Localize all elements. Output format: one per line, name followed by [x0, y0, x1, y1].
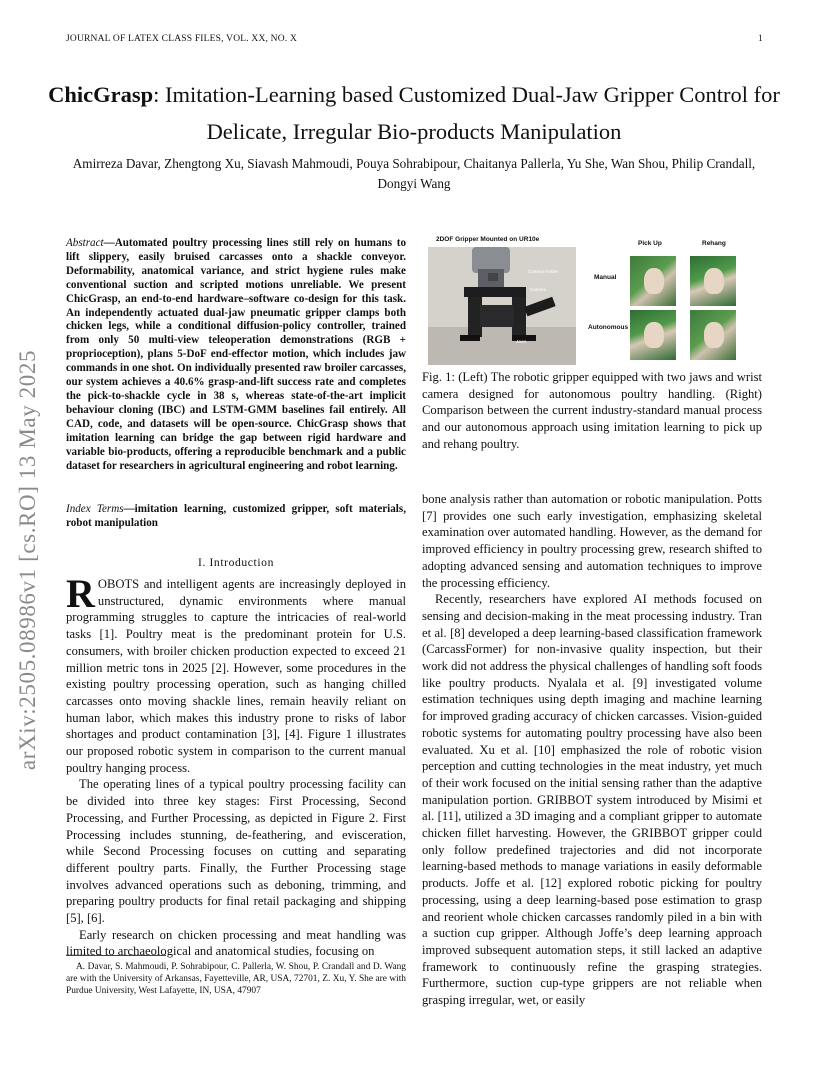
carcass-shape: [704, 322, 724, 348]
running-header: JOURNAL OF LATEX CLASS FILES, VOL. XX, NO. X: [66, 34, 298, 44]
carcass-shape: [704, 268, 724, 294]
index-terms: [66, 503, 406, 531]
index-terms-label: Index Terms: [66, 503, 124, 515]
abstract: [66, 237, 406, 473]
carcass-shape: [644, 268, 664, 294]
autonomous-rehang-photo: [690, 310, 736, 360]
arxiv-stamp: [10, 340, 46, 780]
footnote-rule: [66, 955, 166, 956]
pick-up-label: Pick Up: [638, 240, 662, 247]
drop-cap: R: [66, 571, 95, 616]
intro-paragraph-3: Early research on chicken processing and meat handling was limited to archaeological and anatomical studies, focusing on: [66, 927, 406, 959]
index-terms-text: —imitation learning, customized gripper, soft materials, robot manipulation: [66, 503, 406, 529]
page-number: 1: [758, 34, 763, 44]
manual-label: Manual: [594, 274, 617, 281]
intro-right-paragraph-1: bone analysis rather than automation or robotic manipulation. Potts [7] provides one such early investigation, emphasizing skeletal examination over automated handling. However, as the demand for improved efficiency in poultry processing grew, research shifted to adopting advanced sensing and automation techniques to improve the processing efficiency.: [422, 492, 762, 590]
abstract-label: Abstract: [66, 237, 104, 249]
section-heading: I. Introduction: [198, 556, 274, 569]
jaws-label: Jaws: [516, 339, 527, 344]
affiliation-footnote: A. Davar, S. Mahmoudi, P. Sohrabipour, C. Pallerla, W. Shou, P. Crandall and D. Wang are with the University of Arkansas, Fayetteville, AR, USA, 72701, Z. Xu, Y. She are with Purdue University, West Lafayette, IN, USA, 47907: [66, 962, 406, 996]
intro-paragraph-1-text: OBOTS and intelligent agents are increasingly deployed in unstructured, dynamic environments where manual programming struggles to capture the intricacies of real-world tasks [1]. Poultry meat is the predominant protein for U.S. consumers, with broiler chicken production expected to exceed 21 million metric tons in 2025 [2]. However, some procedures in the existing poultry processing operation, such as hanging chilled carcasses onto moving shackle lines, remain heavily reliant on human labor, which makes this industry prone to risks of labor shortages and product contamination [3], [4]. Figure 1 illustrates our proposed robotic system in comparison to the current manual poultry hanging process.: [66, 577, 406, 775]
manual-rehang-photo: [690, 256, 736, 306]
author-list: Amirreza Davar, Zhengtong Xu, Siavash Mahmoudi, Pouya Sohrabipour, Chaitanya Pallerla, Yu She, Wan Shou, Philip Crandall, Dongyi Wang: [72, 156, 756, 191]
figure-left-title: 2DOF Gripper Mounted on UR10e: [436, 236, 540, 243]
camera-label: Camera: [530, 287, 547, 292]
autonomous-label: Autonomous: [588, 324, 629, 331]
figure-1: [424, 234, 764, 366]
intro-left-column: [66, 571, 406, 960]
arxiv-stamp-text: arXiv:2505.08986v1 [cs.RO] 13 May 2025: [15, 349, 40, 771]
intro-right-paragraph-2: Recently, researchers have explored AI methods focused on sensing and decision-making in the meat processing industry. Tran et al. [8] developed a deep learning-based classification framework (CarcassFormer) for non-invasive quality inspection, but their work did not address the physical challenges of handling soft foods like poultry products. Nyalala et al. [9] investigated volume estimation techniques using depth imaging and machine learning for improved grading accuracy of chicken carcasses. Vision-guided robotic systems for automating poultry processing have also been evaluated. Xu et al. [10] emphasized the role of robotic vision perception and cutting technologies in the meat industry, yet much of their work focused on the initial sensing rather than the adaptive manipulation portion. GRIBBOT system introduced by Misimi et al. [11], utilized a 3D imaging and a compliant gripper to automate chicken fillet harvesting. However, the GRIBBOT gripper could only follow predefined trajectories and did not incorporate learning-based methods to manage variations in easily deformable products. Joffe et al. [12] explored robotic picking for poultry processing, using a deep learning-based pose estimation to grasp and reorient whole chicken carcasses randomly piled in a bin with a suction cup gripper. Although Joffe’s deep learning approach improved subsequent automation steps, it still lacked an adaptive framework to continuously refine the grasping strategies. Furthermore, suction cup-type grippers are not reliable when grasping irregular, wet, or easily: [422, 592, 762, 1008]
camera-holder-label: Camera Holder: [528, 269, 559, 274]
carcass-shape: [644, 322, 664, 348]
figure-caption: Fig. 1: (Left) The robotic gripper equipped with two jaws and wrist camera designed for autonomous poultry handling. (Right) Comparison between the current industry-standard manual process and our autonomous approach using imitation learning to pick up and rehang poultry.: [422, 370, 762, 451]
autonomous-pickup-photo: [630, 310, 676, 360]
manual-pickup-photo: [630, 256, 676, 306]
intro-paragraph-2: The operating lines of a typical poultry processing facility can be divided into three key stages: First Processing, Second Processing, and Further Processing, as depicted in Figure 2. First Processing includes stunning, de-feathering, and evisceration, while Second Processing focuses on cutting and separating different poultry parts. Finally, the Further Processing stage involves advanced operations such as deboning, trimming, and preparing poultry products for final retail packaging and shipping [5], [6].: [66, 777, 406, 926]
intro-paragraph-1: [66, 571, 406, 776]
system-name: ChicGrasp: [48, 82, 154, 107]
title-rest: : Imitation-Learning based Customized Dual-Jaw Gripper Control for Delicate, Irregular Bio-products Manipulation: [153, 82, 780, 144]
intro-right-column: [422, 491, 762, 1009]
robot-gripper-photo: [428, 247, 576, 365]
rehang-label: Rehang: [702, 240, 726, 247]
paper-title: [40, 76, 788, 150]
abstract-text: —Automated poultry processing lines still rely on humans to lift slippery, easily bruised carcasses onto a shackle conveyor. Deformability, anatomical variance, and strict hygiene rules make conventional suction and scripted motions unreliable. We present ChicGrasp, an end-to-end hardware–software co-design for this task. An independently actuated dual-jaw pneumatic gripper clamps both chicken legs, while a conditional diffusion-policy controller, trained from only 50 multi-view teleoperation demonstrations (RGB + proprioception), plans 5-DoF end-effector motion, which includes jaw commands in one shot. On individually presented raw broiler carcasses, our system achieves a 40.6% grasp-and-lift success rate and completes the pick-to-shackle cycle in 38 s, whereas state-of-the-art implicit behaviour cloning (IBC) and LSTM-GMM baselines fail entirely. All CAD, code, and datasets will be open-source. ChicGrasp shows that imitation learning can bridge the gap between rigid hardware and variable bio-products, offering a reproducible benchmark and a public dataset for researchers in agricultural engineering and robot learning.: [66, 237, 406, 472]
